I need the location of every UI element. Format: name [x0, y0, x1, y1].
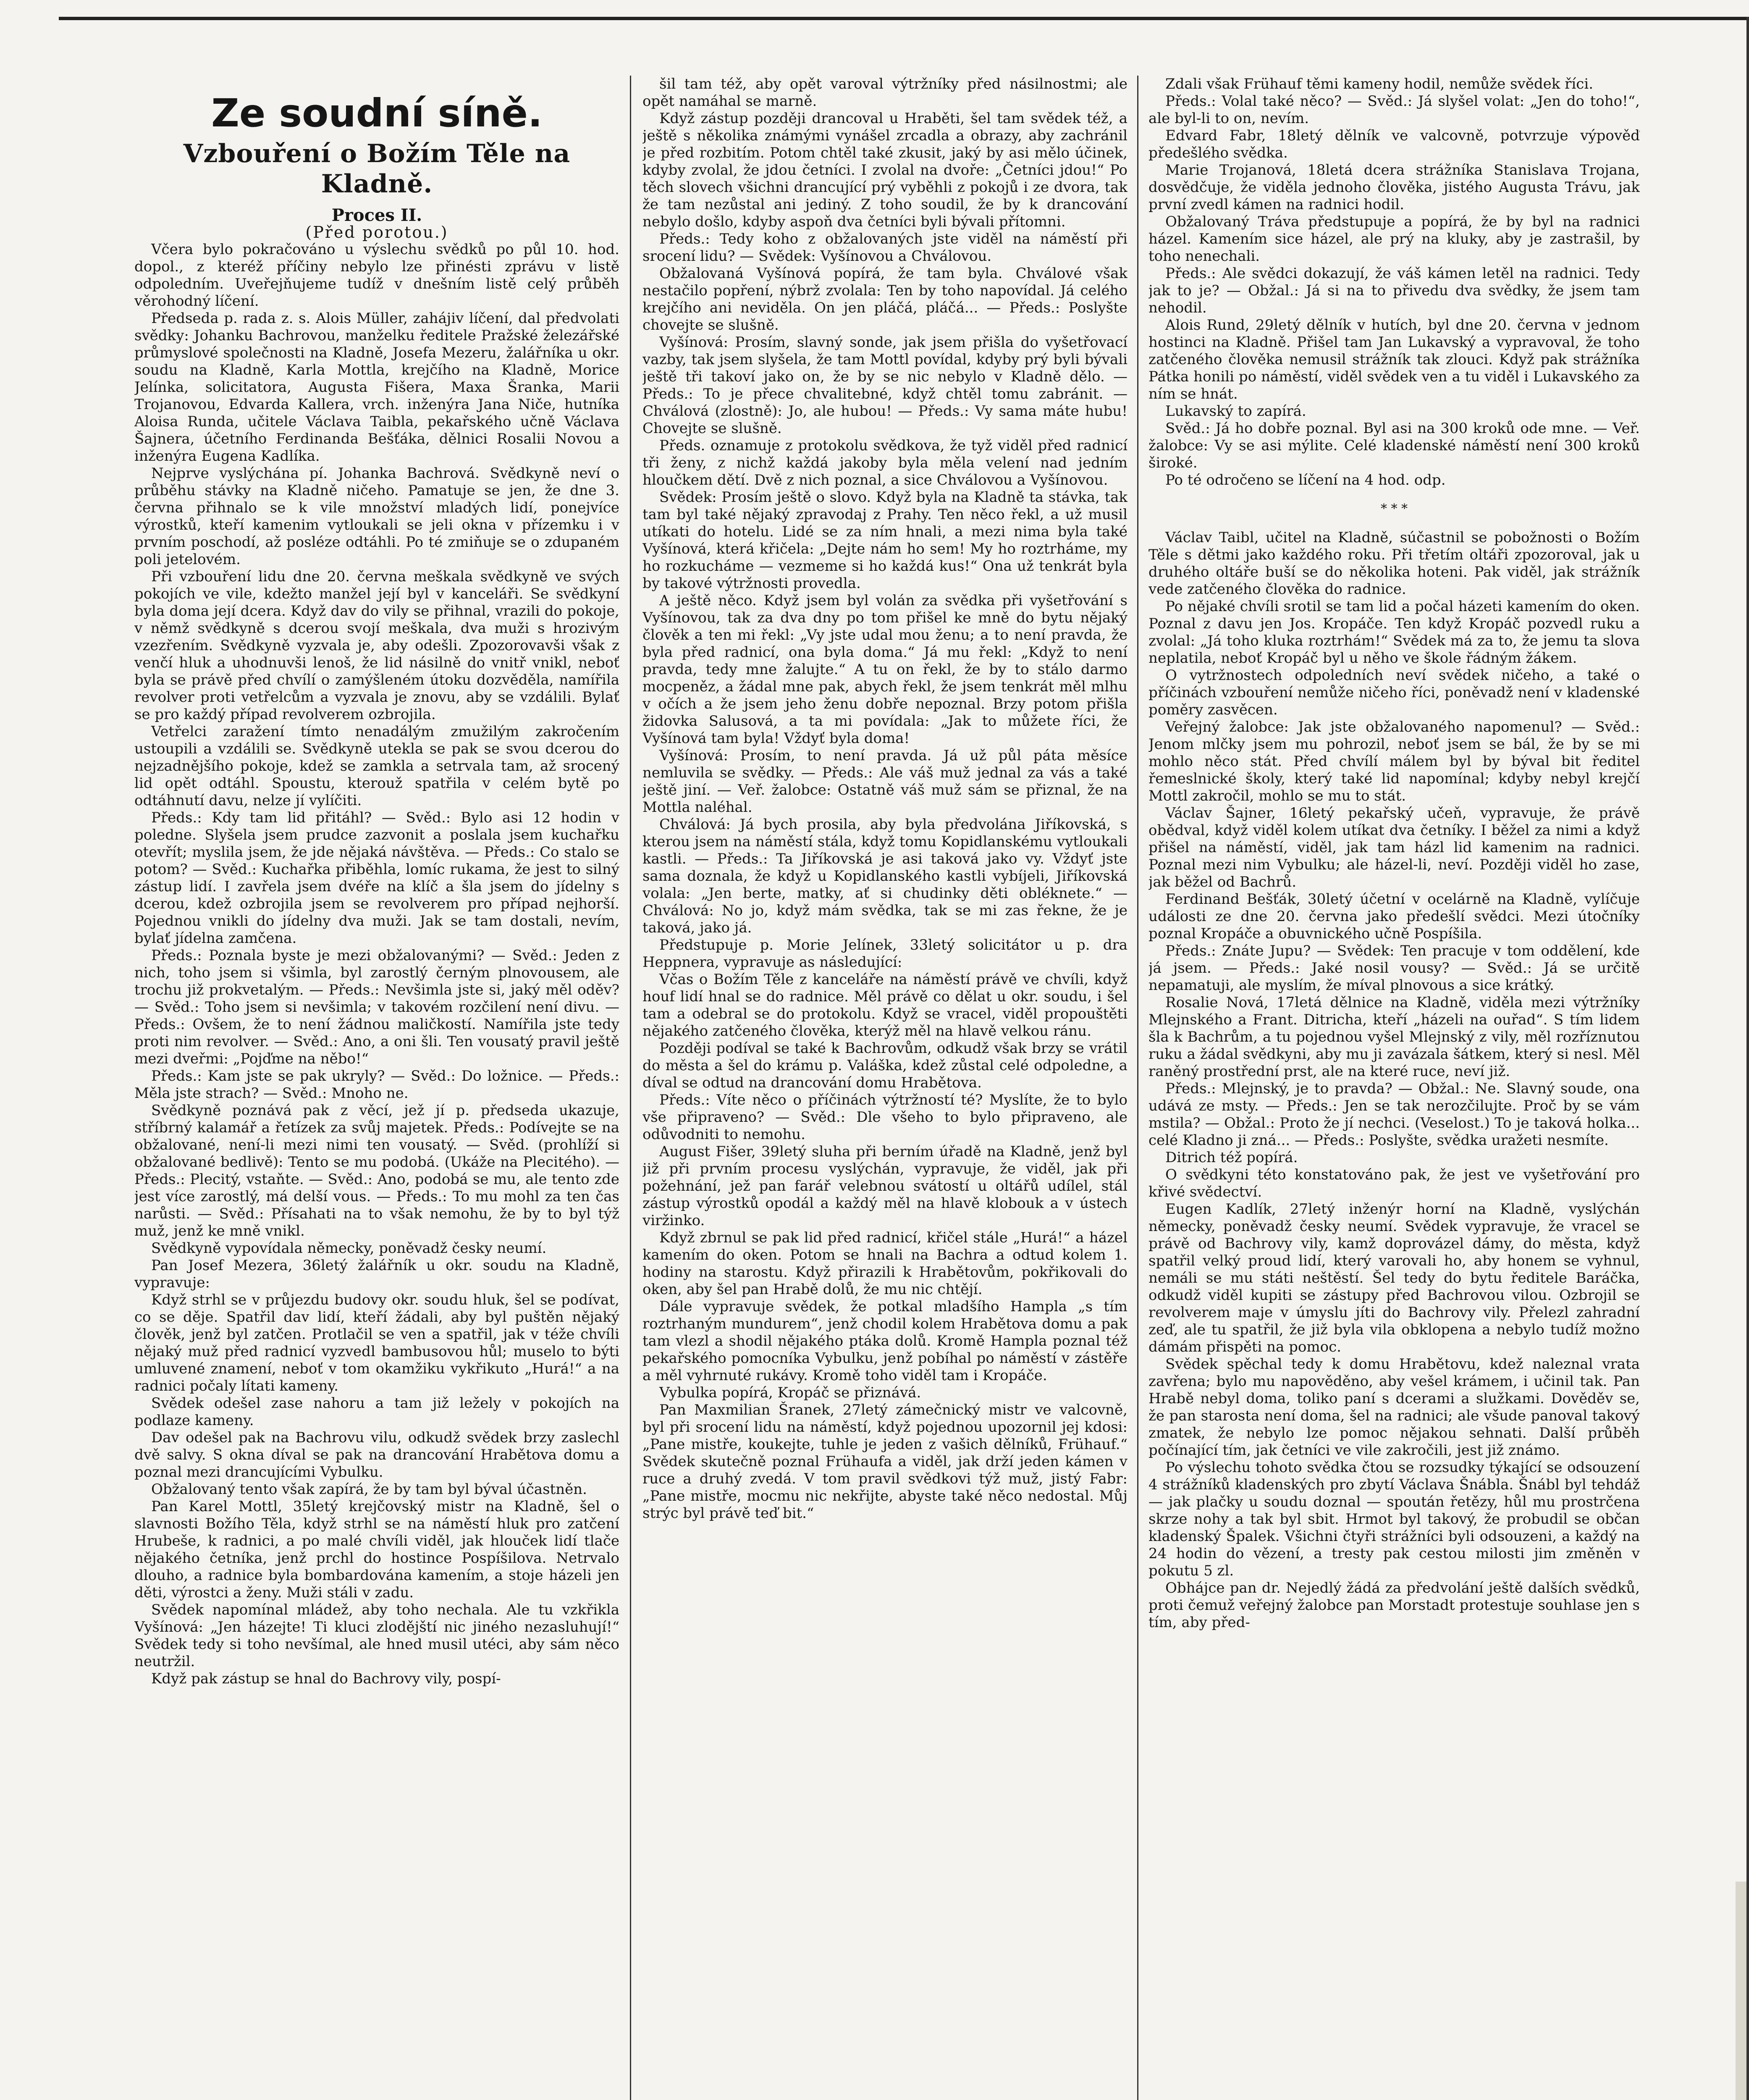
paragraph: Vybulka popírá, Kropáč se přiznává. — [659, 1384, 921, 1401]
top-rule — [59, 17, 1749, 20]
section-separator: * * * — [1380, 501, 1408, 516]
paragraph: Svědek odešel zase nahoru a tam již ležely v pokojích na podlaze kameny. — [134, 1395, 619, 1429]
column-text — [642, 76, 1128, 1522]
column-1 — [134, 63, 619, 2100]
paragraph: Obžalovaný Tráva předstupuje a popírá, že by byl na radnici házel. Kamením sice házel, ale prý na kluky, aby je zastrašil, by toho nenechali. — [1149, 213, 1640, 265]
column-divider — [1137, 76, 1138, 2100]
paragraph: Vyšínová: Prosím, slavný sonde, jak jsem přišla do vyšetřovací vazby, tak jsem slyšela, že tam Mottl povídal, kdyby prý byli bývali ještě tři takoví jako on, že by se nic nebylo v Kladně dělo. — Předs.: To je přece chvalitebné, když chtěl tomu zabránit. — Chválová (zlostně): Jo, ale hubou! — Předs.: Vy sama máte hubu! Chovejte se slušně. — [642, 334, 1128, 437]
paragraph: Později podíval se také k Bachrovům, odkudž však brzy se vrátil do města a šel do krámu p. Valáška, kdež zůstal celé odpoledne, a díval se odtud na drancování domu Hrabětova. — [642, 1040, 1128, 1091]
column-text — [1149, 76, 1640, 1631]
paragraph: Svědkyně poznává pak z věcí, jež jí p. předseda ukazuje, stříbrný kalamář a řetízek za svůj majetek. Předs.: Podívejte se na obžalované, není-li mezi nimi ten vousatý. — Svěd. (prohlíží si obžalované bedlivě): Tento se mu podobá. (Ukáže na Plecitého). — Předs.: Plecitý, vstaňte. — Svěd.: Ano, podobá se mu, ale tento zde jest více zarostlý, má delší vous. — Předs.: To mu mohl za ten čas narůsti. — Svěd.: Přísahati na to však nemohu, že by to byl týž muž, jenž ke mně vnikl. — [134, 1102, 619, 1239]
paragraph: Václav Taibl, učitel na Kladně, súčastnil se pobožnosti o Božím Těle s dětmi jako každého roku. Při třetím oltáři zpozoroval, jak u druhého oltáře buší se do několika hoteni. Pak viděl, jak strážník vede zatčeného člověka do radnice. — [1149, 529, 1640, 598]
paragraph: Dav odešel pak na Bachrovu vilu, odkudž svědek brzy zaslechl dvě salvy. S okna díval se pak na drancování Hrabětova domu a poznal mezi drancujícími Vybulku. — [134, 1429, 619, 1480]
article-subheading: Proces II. — [331, 205, 422, 225]
paragraph: Edvard Fabr, 18letý dělník ve valcovně, potvrzuje výpověď předešlého svědka. — [1149, 127, 1640, 161]
paragraph: Předseda p. rada z. s. Alois Müller, zahájiv líčení, dal předvolati svědky: Johanku Bachrovou, manželku ředitele Pražské železářské průmyslové společnosti na Kladně, Josefa Mezeru, žalářníka u okr. soudu na Kladně, Karla Mottla, krejčího na Kladně, Morice Jelínka, solicitatora, Augusta Fišera, Maxa Šranka, Marii Trojanovou, Edvarda Kallera, vrch. inženýra Jana Niče, hutníka Aloisa Runda, učitele Václava Taibla, pekařského učně Václava Šajnera, účetního Ferdinanda Bešťáka, dělnici Rosalii Novou a inženýra Eugena Kadlíka. — [134, 310, 619, 465]
paragraph: O svědkyni této konstatováno pak, že jest ve vyšetřování pro křivé svědectví. — [1149, 1166, 1640, 1200]
paragraph: Chválová: Já bych prosila, aby byla předvolána Jiříkovská, s kterou jsem na náměstí stála, když tomu Kopidlanskému vytloukali kastli. — Předs.: Ta Jiříkovská je asi taková jako vy. Vždyť jste sama doznala, že když u Kopidlanského kastli vybíjeli, Jiříkovská volala: „Jen berte, matky, ať si chudinky děti obléknete.“ — Chválová: No jo, když mám svědka, tak se mi zas řekne, že je taková, jako já. — [642, 816, 1128, 936]
paragraph: Předs.: Kdy tam lid přitáhl? — Svěd.: Bylo asi 12 hodin v poledne. Slyšela jsem prudce zazvonit a poslala jsem kuchařku otevřít; myslila jsem, že jde nějaká návštěva. — Předs.: Co stalo se potom? — Svěd.: Kuchařka přiběhla, lomíc rukama, že jest to silný zástup lidí. I zavřela jsem dvéře na klíč a šla jsem do jídelny s dcerou, kdež ozbrojila jsem se revolverem pro případ nejhorší. Pojednou vnikli do jídelny dva muži. Jak se tam dostali, nevím, bylať jídelna zamčena. — [134, 809, 619, 947]
paragraph: Když zástup později drancoval u Hraběti, šel tam svědek též, a ještě s několika známými vynášel zrcadla a obrazy, aby zachránil je před rozbitím. Potom chtěl také zkusit, jaký by asi mělo účinek, kdyby zvolal, že jdou četníci. I zvolal na dvoře: „Četníci jdou!“ Po těch slovech všichni drancující prý vyběhli z pokojů i ze dvora, tak že tam nezůstal ani jediný. Z toho soudil, že by k drancování nebylo došlo, kdyby aspoň dva četníci byli bývali přítomni. — [642, 110, 1128, 230]
paragraph: Po té odročeno se líčení na 4 hod. odp. — [1165, 472, 1446, 488]
paragraph: Obžalovaný tento však zapírá, že by tam byl býval účastněn. — [151, 1481, 587, 1498]
paragraph: Lukavský to zapírá. — [1165, 403, 1306, 420]
paragraph: Předs.: Ale svědci dokazují, že váš kámen letěl na radnici. Tedy jak to je? — Obžal.: Já si na to přivedu dva svědky, že jsem tam nehodil. — [1149, 265, 1640, 316]
paragraph: Alois Rund, 29letý dělník v hutích, byl dne 20. června v jednom hostinci na Kladně. Přišel tam Jan Lukavský a vypravoval, že toho zatčeného člověka nemusil strážník tak zlouci. Když pak strážníka Pátka honili po náměstí, viděl svědek ven a tu viděl i Lukavského za ním se hnát. — [1149, 317, 1640, 402]
paragraph: Vetřelci zaražení tímto nenadálým zmužilým zakročením ustoupili a vzdálili se. Svědkyně utekla se pak se svou dcerou do nejzadnějšího pokoje, kdež se zamkla a setrvala tam, až srocený lid opět odtáhl. Spoustu, kterouž spatřila v celém bytě po odtáhnutí davu, nelze jí vylíčiti. — [134, 723, 619, 809]
column-text — [134, 241, 619, 1688]
paragraph: Předs.: Mlejnský, je to pravda? — Obžal.: Ne. Slavný soude, ona udává ze msty. — Předs.: Jen se tak nerozčilujte. Proč by se vám mstila? — Obžal.: Proto že jí nechci. (Veselost.) To je taková holka... celé Kladno ji zná... — Předs.: Poslyšte, svědka uražeti nesmíte. — [1149, 1080, 1640, 1149]
paragraph: Předstupuje p. Morie Jelínek, 33letý solicitátor u p. dra Heppnera, vypravuje as následující: — [642, 937, 1128, 971]
paragraph: Pan Josef Mezera, 36letý žalářník u okr. soudu na Kladně, vypravuje: — [134, 1257, 619, 1291]
paragraph: Svědek napomínal mládež, aby toho nechala. Ale tu vzkřikla Vyšínová: „Jen házejte! Ti kluci zlodějští nic jiného nezasluhují!“ Svědek tedy si toho nevšímal, ale hned musil utéci, aby sám něco neutržil. — [134, 1601, 619, 1670]
paragraph: Svědkyně vypovídala německy, poněvadž česky neumí. — [151, 1240, 547, 1257]
paragraph: Svěd.: Já ho dobře poznal. Byl asi na 300 kroků ode mne. — Veř. žalobce: Vy se asi mýlite. Celé kladenské náměstí není 300 kroků široké. — [1149, 420, 1640, 471]
paragraph: Svědek: Prosím ještě o slovo. Když byla na Kladně ta stávka, tak tam byl také nějaký zpravodaj z Prahy. Ten něco řekl, a už musil utíkati do hotelu. Lidé se za ním hnali, a mezi nima byla také Vyšínová, která křičela: „Dejte nám ho sem! My ho roztrháme, my ho rozkucháme — vezmeme si ho každá kus!“ Ona už tenkrát byla by takové výtržnosti provedla. — [642, 489, 1128, 592]
paragraph: August Fišer, 39letý sluha při berním úřadě na Kladně, jenž byl již při prvním procesu vyslýchán, vypravuje, že viděl, jak při požehnání, jež pan farář velebnou svátostí u oltářů udílel, stál zástup výrostků opodál a každý měl na hlavě klobouk a v ústech viržinko. — [642, 1143, 1128, 1229]
paragraph: šil tam též, aby opět varoval výtržníky před násilnostmi; ale opět namáhal se marně. — [642, 76, 1128, 110]
paragraph: Svědek spěchal tedy k domu Hrabětovu, kdež naleznal vrata zavřena; bylo mu napověděno, aby vešel krámem, i učinil tak. Pan Hrabě nebyl doma, toliko paní s dcerami a služkami. Dověděv se, že pan starosta není doma, šel na radnici; ale všude panoval takový zmatek, že nebylo lze pomoc nějakou sehnati. Další průběh počínající tím, jak četníci ve vile zakročili, jest již známo. — [1149, 1356, 1640, 1459]
right-edge-rule — [1746, 17, 1749, 2100]
paragraph: Když pak zástup se hnal do Bachrovy vily, pospí- — [151, 1670, 501, 1687]
column-divider — [630, 76, 631, 2100]
paragraph: Marie Trojanová, 18letá dcera strážníka Stanislava Trojana, dosvědčuje, že viděla jednoho člověka, jistého Augusta Trávu, jak první zvedl kámen na radnici hodil. — [1149, 162, 1640, 213]
paragraph: Včas o Božím Těle z kanceláře na náměstí právě ve chvíli, když houf lidí hnal se do radnice. Měl právě co dělat u okr. soudu, i šel tam a odebral se do protokolu. Když se vracel, viděl propouštěti nějakého zatčeného člověka, kterýž měl na hlavě velkou ránu. — [642, 971, 1128, 1040]
article-headline: Vzbouření o Božím Těle na Kladně. — [183, 139, 571, 199]
paragraph: Předs.: Poznala byste je mezi obžalovanými? — Svěd.: Jeden z nich, toho jsem si všimla, byl zarostlý černým plnovousem, ale trochu již prokvetalým. — Předs.: Nevšimla jste si, jaký měl oděv? — Svěd.: Toho jsem si nevšimla; v takovém rozčilení není divu. — Předs.: Ovšem, že to není žádnou maličkostí. Namířila jste tedy proti nim revolver. — Svěd.: Ano, a oni šli. Ten vousatý pravil ještě mezi dveřmi: „Pojďme na něbo!“ — [134, 947, 619, 1067]
paragraph: Předs. oznamuje z protokolu svědkova, že tyž viděl před radnicí tři ženy, z nichž každá jakoby byla měla velení nad jedním hloučkem dětí. Dvě z nich poznal, a sice Chválovou a Vyšínovou. — [642, 437, 1128, 488]
paragraph: Předs.: Tedy koho z obžalovaných jste viděl na náměstí při srocení lidu? — Svědek: Vyšínovou a Chválovou. — [642, 231, 1128, 265]
paragraph: Když zbrnul se pak lid před radnicí, křičel stále „Hurá!“ a házel kamením do oken. Potom se hnali na Bachra a odtud kolem 1. hodiny na starostu. Když přirazili k Hrabětovům, pokřikovali do oken, aby šel pan Hrabě dolů, že mu nic chtějí. — [642, 1229, 1128, 1298]
paragraph: Nejprve vyslýchána pí. Johanka Bachrová. Svědkyně neví o průběhu stávky na Kladně ničeho. Pamatuje se jen, že dne 3. června přihnalo se k vile množství mladých lidí, ponejvíce výrostků, kteří kamenim vytloukali se jeli okna v přízemku i v prvním poschodí, až posléze odtáhli. Po té zmiňuje se o zdupaném poli jetelovém. — [134, 465, 619, 568]
paragraph: Ditrich též popírá. — [1165, 1149, 1298, 1166]
paragraph: Dále vypravuje svědek, že potkal mladšího Hampla „s tím roztrhaným mundurem“, jenž chodil kolem Hrabětova domu a pak tam vlezl a shodil nějakého ptáka dolů. Kromě Hampla poznal též pekařského pomocníka Vybulku, jenž pobíhal po náměstí v zástěře a měl vyhrnuté rukávy. Kromě toho viděl tam i Kropáče. — [642, 1298, 1128, 1384]
paragraph: Když strhl se v průjezdu budovy okr. soudu hluk, šel se podívat, co se děje. Spatřil dav lidí, kteří žádali, aby byl puštěn nějaký člověk, jenž byl zatčen. Protlačil se ven a spatřil, jak v téže chvíli nějaký muž před radnicí vyzvedl bambusovou hůl; muselo to býti umluvené znamení, neboť v tom okamžiku vykřikuto „Hurá!“ a na radnici počaly lítati kameny. — [134, 1292, 619, 1394]
paragraph: Vyšínová: Prosím, to není pravda. Já už půl páta měsíce nemluvila se svědky. — Předs.: Ale váš muž jednal za vás a také ještě jiní. — Veř. žalobce: Ostatně váš muž sám se přiznal, že na Mottla naléhal. — [642, 747, 1128, 816]
paragraph: Eugen Kadlík, 27letý inženýr horní na Kladně, vyslýchán německy, poněvadž česky neumí. Svědek vypravuje, že vracel se právě od Bachrovy vily, kamž doprovázel dámy, do města, když spatřil velký proud lidí, který varovali ho, aby honem se vyhnul, nemáli se mu státi neštěstí. Šel tedy do bytu ředitele Baráčka, odkudž viděl kupiti se zástupy před Bachrovou vilou. Ozbrojil se revolverem maje v úmyslu jíti do Bachrovy vily. Přelezl zahradní zeď, ale tu spatřil, že již byla vila obklopena a nebylo tudíž možno dámám přispěti na pomoc. — [1149, 1201, 1640, 1355]
paragraph: Obžalovaná Vyšínová popírá, že tam byla. Chválové však nestačilo popření, nýbrž zvolala: Ten by toho napovídal. Já celého krejčího ani neviděla. On jen pláčá, pláčá... — Předs.: Poslyšte chovejte se slušně. — [642, 265, 1128, 333]
paragraph: O vytržnostech odpoledních neví svědek ničeho, a také o příčinách vzbouření nemůže ničeho říci, poněvadž není v kladenské poměry zasvěcen. — [1149, 667, 1640, 718]
section-title: Ze soudní síně. — [211, 91, 543, 136]
paragraph: A ještě něco. Když jsem byl volán za svědka při vyšetřování s Vyšínovou, tak za dva dny po tom přišel ke mně do bytu nějaký člověk a ten mi řekl: „Vy jste udal mou ženu; a to není pravda, že byla před radnicí, ona byla doma.“ Já mu řekl: „Když to není pravda, tedy mne žalujte.“ A tu on řekl, že by to stálo darmo mocpeněz, a žádal mne pak, abych řekl, že jsem tenkrát měl mlhu v očích a že jsem jeho ženu dobře nepoznal. Brzy potom přišla židovka Salusová, a ta mi povídala: „Jak to můžete říci, že Vyšínová tam byla! Vždyť byla doma! — [642, 592, 1128, 747]
paragraph: Po výslechu tohoto svědka čtou se rozsudky týkající se odsouzení 4 strážníků kladenských pro zbytí Václava Šnábla. Šnábl byl tehdáž — jak plačky u soudu doznal — spoután řetězy, hůl mu prostrčena skrze nohy a tak byl sbit. Hrmot byl takový, že probudil se občan kladenský Špalek. Všichni čtyři strážníci byli odsouzeni, a každý na 24 hodin do vězení, a tresty pak cestou milosti jim změněn v pokutu 5 zl. — [1149, 1459, 1640, 1579]
paragraph: Předs.: Kam jste se pak ukryly? — Svěd.: Do ložnice. — Předs.: Měla jste strach? — Svěd.: Mnoho ne. — [134, 1068, 619, 1102]
paragraph: Rosalie Nová, 17letá dělnice na Kladně, viděla mezi výtržníky Mlejnského a Frant. Ditricha, kteří „házeli na ouřad“. S tím lidem šla k Bachrům, a tu pojednou vyšel Mlejnský z vily, měl rozříznutou ruku a žádal svědkyni, aby mu ji zavázala šátkem, který si nesl. Měl raněný prostřední prst, ale na které ruce, neví již. — [1149, 994, 1640, 1080]
paragraph: Předs.: Znáte Jupu? — Svědek: Ten pracuje v tom oddělení, kde já jsem. — Předs.: Jaké nosil vousy? — Svěd.: Já se určitě nepamatuji, ale myslím, že míval plnovous a sice krátký. — [1149, 942, 1640, 994]
column-2 — [642, 76, 1128, 2100]
paragraph: Předs.: Víte něco o příčinách výtržností té? Myslíte, že to bylo vše připraveno? — Svěd.: Dle všeho to bylo připraveno, ale odůvodniti to nemohu. — [642, 1092, 1128, 1143]
paragraph: Veřejný žalobce: Jak jste obžalovaného napomenul? — Svěd.: Jenom mlčky jsem mu pohrozil, neboť jsem se bál, že by se mi mohlo něco stát. Před chvílí málem byl by býval bit ředitel řemeslnické školy, který také lid napomínal; kdyby nebyl krejčí Mottl zakročil, mohlo se mu to stát. — [1149, 719, 1640, 804]
paragraph: Pan Karel Mottl, 35letý krejčovský mistr na Kladně, šel o slavnosti Božího Těla, když strhl se na náměstí hluk pro zatčení Hrubeše, k radnici, a po malé chvíli viděl, jak hlouček lidí tlače nějakého četníka, jenž prchl do hostince Pospíšilova. Netrvalo dlouho, a radnice byla bombardována kamením, a stoje házeli jen děti, výrostci a ženy. Muži stáli v zadu. — [134, 1498, 619, 1601]
paragraph: Zdali však Frühauf těmi kameny hodil, nemůže svědek říci. — [1165, 76, 1594, 92]
paragraph: Po nějaké chvíli srotil se tam lid a počal házeti kamením do oken. Poznal z davu jen Jos. Kropáče. Ten když Kropáč pozvedl ruku a zvolal: „Já toho kluka roztrhám!“ Svědek má za to, že jemu ta slova neplatila, neboť Kropáč byl u něho ve škole řádným žákem. — [1149, 598, 1640, 667]
article-note: (Před porotou.) — [305, 223, 448, 242]
page-edge-strip — [1736, 1882, 1746, 2100]
paragraph: Obhájce pan dr. Nejedlý žádá za předvolání ještě dalších svědků, proti čemuž veřejný žalobce pan Morstadt protestuje souhlase jen s tím, aby před- — [1149, 1580, 1640, 1631]
paragraph: Václav Šajner, 16letý pekařský učeň, vypravuje, že právě obědval, když viděl kolem utíkat dva četníky. I běžel za nimi a když přišel na náměstí, viděl, jak tam házl lid kamenim na radnici. Poznal mezi nim Vybulku; ale házel-li, neví. Později viděl ho zase, jak běžel od Bachrů. — [1149, 805, 1640, 890]
paragraph: Pan Maxmilian Šranek, 27letý zámečnický mistr ve valcovně, byl při srocení lidu na náměstí, když pojednou upozornil jej kdosi: „Pane mistře, koukejte, tuhle je jeden z vašich dělníků, Frühauf.“ Svědek skutečně poznal Frühaufa a viděl, jak drží jeden kámen v ruce a druhý zvedá. V tom pravil svědkovi týž muž, jistý Fabr: „Pane mistře, mocmu nic nekřijte, abyste také něco nedostal. Můj strýc byl právě teď bit.“ — [642, 1402, 1128, 1522]
paragraph: Ferdinand Bešťák, 30letý účetní v ocelárně na Kladně, vylíčuje události ze dne 20. června jako předešlí svědci. Mezi útočníky poznal Kropáče a obuvnického učně Pospíšila. — [1149, 891, 1640, 942]
paragraph: Při vzbouření lidu dne 20. června meškala svědkyně ve svých pokojích ve vile, kdežto manžel její byl v kanceláři. Se svědkyní byla doma její dcera. Když dav do vily se přihnal, vrazili do pokoje, v němž svědkyně s dcerou svojí meškala, dva muži s hrozivým vzezřením. Svědkyně vyzvala je, aby odešli. Zpozorovavši však z venčí hluk a uhodnuvši lenoš, že lid násilně do vnitř vnikl, neboť byla se právě před chvílí o zamýšleném útoku dozvěděla, namířila revolver proti vetřelcům a vyzvala je znovu, aby se vzdálili. Bylať se pro každý případ revolverem ozbrojila. — [134, 568, 619, 723]
paragraph: Předs.: Volal také něco? — Svěd.: Já slyšel volat: „Jen do toho!“, ale byl-li to on, nevím. — [1149, 93, 1640, 127]
column-3 — [1149, 76, 1640, 2100]
paragraph: Včera bylo pokračováno u výslechu svědků po půl 10. hod. dopol., z kteréž příčiny nebylo lze přinésti zprávu v listě odpoledním. Uveřejňujeme tudíž v dnešním listě celý průběh věrohodný líčení. — [134, 241, 619, 310]
